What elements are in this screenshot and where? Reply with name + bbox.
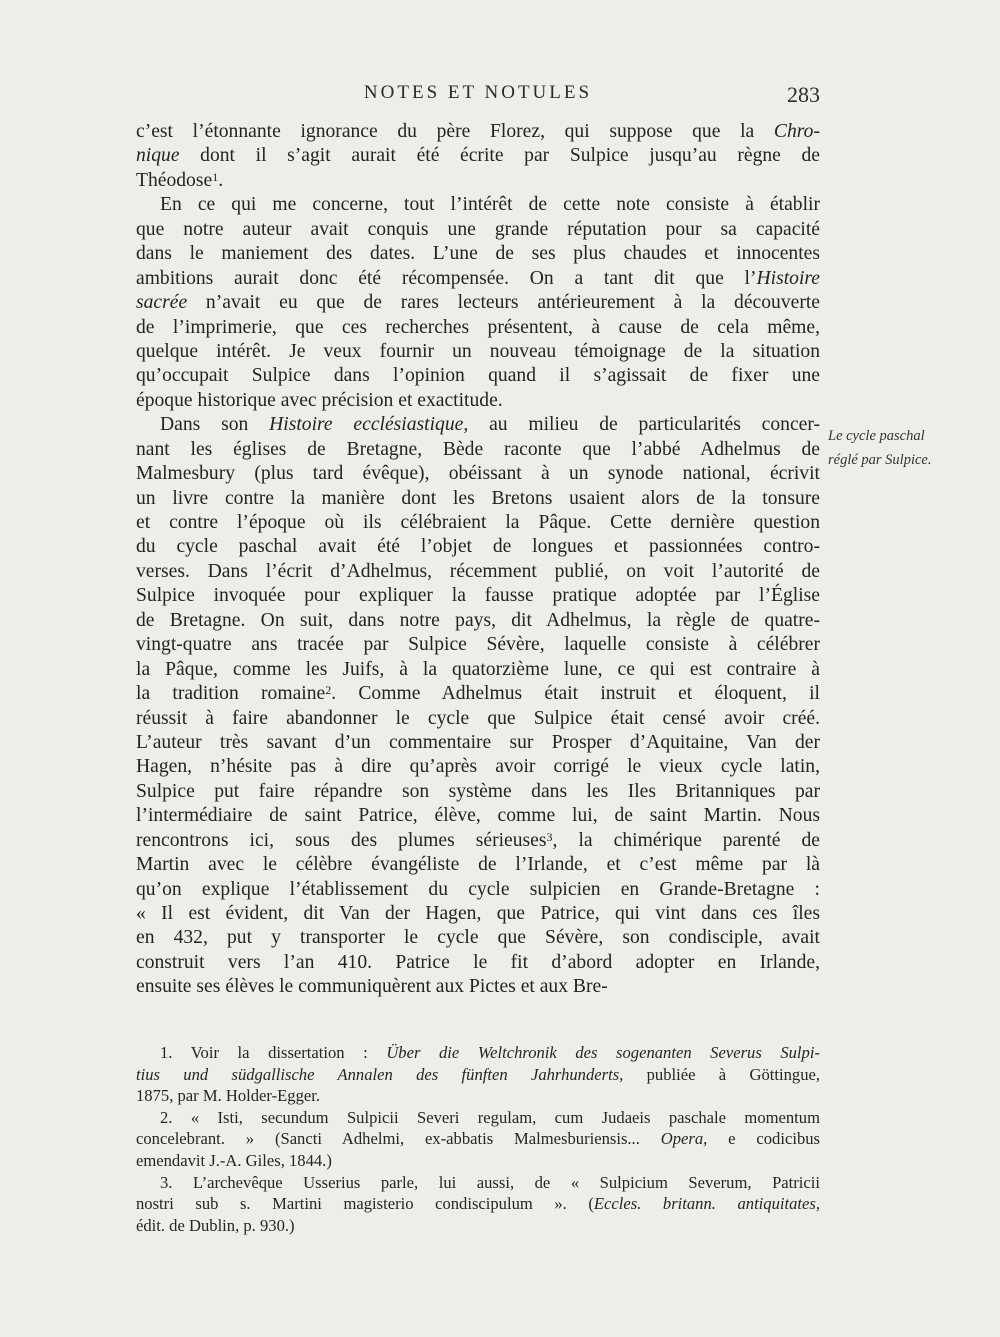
italic-text: tius und südgallische Annalen des fünften Jahrhunderts, (136, 1064, 624, 1084)
text-line (136, 462, 820, 486)
text-line (136, 731, 820, 755)
text-run: nant les églises de Bretagne, Bède raconte que l’abbé Adhelmus de (136, 438, 820, 460)
text-run: l’intermédiaire de saint Patrice, élève, comme lui, de saint Martin. Nous (136, 805, 820, 827)
italic-text: nique (136, 145, 180, 167)
text-line (136, 144, 820, 168)
text-run: c’est l’étonnante ignorance du père Florez, qui suppose que la (136, 121, 774, 142)
text-line (136, 340, 820, 364)
text-line (136, 584, 820, 608)
text-line (136, 853, 820, 877)
text-line (136, 242, 820, 266)
text-line (136, 218, 820, 242)
text-run: n’avait eu que de rares lecteurs antérieurement à la découverte (187, 292, 820, 314)
text-line (136, 169, 820, 193)
text-run: édit. de Dublin, p. 930.) (136, 1215, 295, 1235)
text-run: rencontrons ici, sous des plumes sérieuses (136, 829, 547, 851)
text-run: Dans son (160, 414, 270, 436)
text-line (136, 780, 820, 804)
text-line (136, 951, 820, 975)
text-run: Martin avec le célèbre évangéliste de l’Irlande, et c’est même par là (136, 854, 820, 876)
text-line (136, 707, 820, 731)
text-run: concelebrant. » (Sancti Adhelmi, ex-abbatis Malmesburiensis... (136, 1129, 661, 1149)
text-run: ensuite ses élèves le communiquèrent aux Pictes et aux Bre- (136, 976, 608, 998)
text-run: e codicibus (707, 1129, 820, 1149)
text-run: construit vers l’an 410. Patrice le fit d’abord adopter en Irlande, (136, 951, 820, 973)
text-run: quelque intérêt. Je veux fournir un nouveau témoignage de la situation (136, 340, 820, 362)
text-line (136, 878, 820, 902)
italic-text: Chro- (773, 121, 820, 142)
text-run: 1. Voir la dissertation : (160, 1043, 387, 1062)
text-run: qu’occupait Sulpice dans l’opinion quand il s’agissait de fixer une (136, 365, 820, 387)
text-run: vingt-quatre ans tracée par Sulpice Sévère, laquelle consiste à célébrer (136, 634, 820, 656)
footnote-line (136, 1215, 820, 1237)
footnote-line (136, 1150, 820, 1172)
text-line (136, 438, 820, 462)
italic-text: Histoire ecclésiastique, (269, 414, 469, 436)
italic-text: Eccles. britann. antiquitates, (593, 1194, 820, 1214)
text-line (136, 316, 820, 340)
text-run: publiée à Göttingue, (623, 1064, 821, 1084)
margin-note-line: Le cycle paschal (828, 428, 925, 444)
text-run: Malmesbury (plus tard évêque), obéissant à un synode national, écrivit (136, 463, 820, 485)
text-run: En ce qui me concerne, tout l’intérêt de cette note consiste à établir (160, 194, 820, 216)
text-line (136, 413, 820, 437)
text-line (136, 389, 820, 413)
text-run: . Comme Adhelmus était instruit et éloquent, il (331, 683, 820, 705)
body-text (136, 120, 820, 1000)
text-run: que notre auteur avait conquis une grande réputation pour sa capacité (136, 218, 820, 240)
text-run: en 432, put y transporter le cycle que Sévère, son condisciple, avait (136, 927, 820, 949)
margin-note (828, 424, 968, 472)
text-line (136, 193, 820, 217)
text-line (136, 926, 820, 950)
text-run: . (218, 169, 224, 191)
text-line (136, 364, 820, 388)
page-number: 283 (787, 82, 820, 107)
text-run: Théodose (136, 169, 213, 191)
footnote-marker: 2 (325, 683, 332, 698)
text-line (136, 633, 820, 657)
text-run: 1875, par M. Holder-Egger. (136, 1086, 320, 1106)
margin-note-line: réglé par Sulpice. (828, 452, 932, 468)
text-run: et contre l’époque où ils célébraient la Pâque. Cette dernière question (136, 512, 820, 533)
footnote-line (136, 1193, 820, 1215)
text-line (136, 829, 820, 853)
running-title: NOTES ET NOTULES (363, 82, 593, 103)
text-run: verses. Dans l’écrit d’Adhelmus, récemment publié, on voit l’autorité de (136, 560, 820, 582)
text-run: Hagen, n’hésite pas à dire qu’après avoir corrigé le vieux cycle latin, (136, 756, 820, 778)
text-run: 2. « Isti, secundum Sulpicii Severi regulam, cum Judaeis paschale momentum (160, 1107, 820, 1127)
footnote-marker: 1 (212, 169, 219, 184)
text-run: un livre contre la manière dont les Bretons usaient alors de la tonsure (136, 487, 820, 509)
text-run: 3. L’archevêque Usserius parle, lui aussi, de « Sulpicium Severum, Patricii (160, 1172, 820, 1192)
footnotes (136, 1042, 820, 1236)
text-run: « Il est évident, dit Van der Hagen, que Patrice, qui vint dans ces îles (136, 903, 820, 924)
text-run: dont il s’agit aurait été écrite par Sulpice jusqu’au règne de (179, 145, 820, 167)
text-line (136, 609, 820, 633)
text-line (136, 120, 820, 144)
text-run: la tradition romaine (136, 683, 326, 705)
text-run: de l’imprimerie, que ces recherches présentent, à cause de cela même, (136, 316, 820, 338)
text-line (136, 755, 820, 779)
text-run: qu’on explique l’établissement du cycle sulpicien en Grande-Bretagne : (136, 878, 820, 900)
text-line (136, 804, 820, 828)
text-run: nostri sub s. Martini magisterio condiscipulum ». ( (136, 1194, 594, 1214)
text-run: époque historique avec précision et exactitude. (136, 389, 503, 411)
footnote-line (136, 1064, 820, 1086)
text-run: du cycle paschal avait été l’objet de longues et passionnées contro- (136, 536, 820, 558)
text-line (136, 291, 820, 315)
text-run: la Pâque, comme les Juifs, à la quatorzième lune, ce qui est contraire à (136, 658, 820, 680)
text-run: réussit à faire abandonner le cycle que Sulpice était censé avoir créé. (136, 707, 820, 729)
footnote-line (136, 1085, 820, 1107)
text-run: dans le maniement des dates. L’une de ses plus chaudes et innocentes (136, 243, 820, 265)
text-run: de Bretagne. On suit, dans notre pays, dit Adhelmus, la règle de quatre- (136, 609, 820, 631)
text-line (136, 267, 820, 291)
text-run: Sulpice put faire répandre son système dans les Iles Britanniques par (136, 780, 820, 802)
footnote-line (136, 1107, 820, 1129)
italic-text: sacrée (136, 292, 188, 314)
text-run: emendavit J.-A. Giles, 1844.) (136, 1150, 332, 1170)
text-line (136, 511, 820, 535)
text-line (136, 560, 820, 584)
italic-text: Über die Weltchronik des sogenanten Severus Sulpi- (386, 1043, 820, 1062)
footnote-marker: 3 (546, 829, 553, 844)
footnote-line (136, 1042, 820, 1064)
text-run: ambitions aurait donc été récompensée. On a tant dit que l’ (136, 267, 757, 289)
text-run: L’auteur très savant d’un commentaire sur Prosper d’Aquitaine, Van der (136, 731, 820, 753)
footnote-line (136, 1172, 820, 1194)
footnote-line (136, 1128, 820, 1150)
running-head (136, 82, 820, 110)
italic-text: Opera, (660, 1129, 708, 1149)
text-line (136, 902, 820, 926)
text-run: au milieu de particularités concer- (468, 414, 820, 436)
italic-text: Histoire (756, 267, 820, 289)
text-line (136, 487, 820, 511)
text-line (136, 975, 820, 999)
text-line (136, 682, 820, 706)
text-line (136, 535, 820, 559)
text-run: , la chimérique parenté de (552, 829, 820, 851)
text-run: Sulpice invoquée pour expliquer la fausse pratique adoptée par l’Église (136, 585, 820, 607)
text-line (136, 658, 820, 682)
